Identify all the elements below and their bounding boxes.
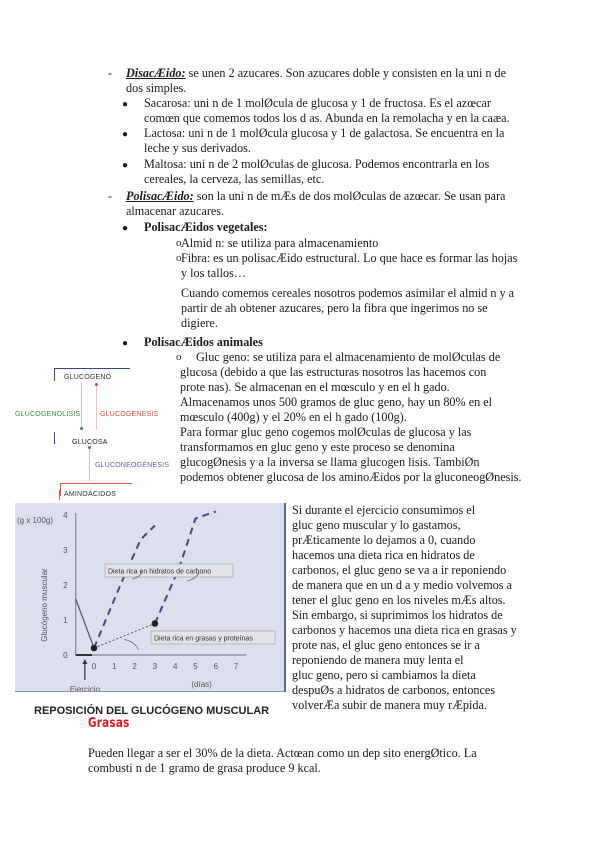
x-tick-label: 6 xyxy=(213,662,219,671)
fat-diet-annotation: Dieta rica en grasas y proteínas xyxy=(154,635,253,643)
x-tick-label: 1 xyxy=(112,662,117,671)
bullet-icon: ● xyxy=(122,338,129,349)
dash-marker: - xyxy=(108,66,113,80)
list-item-cont: leche y sus derivados. xyxy=(144,141,251,155)
y-tick-label: 2 xyxy=(63,581,68,590)
glucogenesis-arrow xyxy=(96,385,97,430)
data-point xyxy=(152,620,159,627)
data-point xyxy=(91,645,98,652)
side-text-line: carbonos, el gluc geno se va a ir reponiendo xyxy=(292,563,507,577)
note-line: Cuando comemos cereales nosotros podemos asimilar el almid n y a xyxy=(181,286,515,300)
animales-line: podemos obtener glucosa de los aminoÆidos por la gluconeogØnesis. xyxy=(180,470,522,484)
side-text-line: carbonos y hacemos una dieta rica en grasas y xyxy=(292,623,517,637)
gluconeogenesis-arrow xyxy=(89,447,90,481)
animales-line: prote nas). Se almacenan en el mœsculo y en el h gado. xyxy=(180,380,450,394)
animales-line: Almacenamos unos 500 gramos de gluc geno, hay un 80% en el xyxy=(180,395,493,409)
arrow-head-icon xyxy=(80,427,83,430)
side-text-line: gluc geno, pero si cambiamos la dieta xyxy=(292,668,476,682)
y-tick-label: 1 xyxy=(63,616,68,625)
glucogenolisis-arrow xyxy=(81,383,82,429)
animales-line: Para formar gluc geno cogemos molØculas de glucosa y las xyxy=(180,425,472,439)
y-axis-label: Glucógeno muscular xyxy=(40,568,49,642)
grasas-line: combusti n de 1 gramo de grasa produce 9 kcal. xyxy=(88,761,321,775)
list-item: Fibra: es un polisacÆido estructural. Lo que hace es formar las hojas xyxy=(181,251,518,265)
y-unit-label: (g x 100g) xyxy=(17,516,54,525)
gluconeogenesis-label: GLUCONEOGÉNESIS xyxy=(95,462,170,469)
side-text-line: Sin embargo, si suprimimos los hidratos de xyxy=(292,608,503,622)
x-tick-label: 7 xyxy=(233,662,239,671)
note-line: partir de ah obtener azucares, pero la fibra que ingerimos no se xyxy=(181,301,488,315)
y-tick-label: 4 xyxy=(63,511,68,520)
animales-line: Gluc geno: se utiliza para el almacenamiento de molØculas de xyxy=(196,350,501,364)
list-item: Lactosa: uni n de 1 molØcula glucosa y 1 de galactosa. Se encuentra en la xyxy=(144,126,505,140)
side-text-line: tener el gluc geno en los niveles mÆs altos. xyxy=(292,593,506,607)
separator-line xyxy=(59,490,60,500)
list-item: Almid n: se utiliza para almacenamiento xyxy=(181,236,379,250)
glycogen-diagram xyxy=(0,355,180,500)
side-text-line: Si durante el ejercicio consumimos el xyxy=(292,503,476,517)
animales-line: mœsculo (400g) y el 20% en el h gado (100g). xyxy=(180,410,407,424)
glycogen-chart-image xyxy=(15,503,286,692)
circle-bullet-icon: o xyxy=(176,252,182,264)
y-tick-label: 0 xyxy=(63,651,68,660)
arrow-head-icon xyxy=(88,446,91,449)
bullet-icon: ● xyxy=(122,99,129,110)
list-item: Maltosa: uni n de 2 molØculas de glucosa. Podemos encontrarla en los xyxy=(144,157,490,171)
side-text-line: volverÆa subir de manera muy rÆpida. xyxy=(292,698,487,712)
animales-line: glucogØnesis y a la inversa se llama glucogen lisis. TambiØn xyxy=(180,455,480,469)
bullet-icon: ● xyxy=(122,160,129,171)
arrow-head-icon xyxy=(82,659,87,664)
leader-line xyxy=(124,640,138,650)
animales-title: PolisacÆidos animales xyxy=(144,335,263,349)
bullet-icon: ● xyxy=(122,223,129,234)
disacaridos-heading: DisacÆido: xyxy=(126,66,186,80)
series-line xyxy=(94,526,155,649)
glucogenesis-label: GLUCOGENESIS xyxy=(100,411,159,418)
grasas-heading: Grasas xyxy=(88,716,130,731)
bullet-icon: ● xyxy=(122,129,129,140)
glucosa-bracket xyxy=(54,432,55,444)
list-item-cont: cereales, la cerveza, las semillas, etc. xyxy=(144,172,325,186)
circle-bullet-icon: o xyxy=(176,237,182,249)
side-text-line: despuØs a hidratos de carbonos, entonces xyxy=(292,683,496,697)
animales-line: glucosa (debido a que las estructuras nosotros las hacemos con xyxy=(180,365,487,379)
polisacaridos-line2: almacenar azucares. xyxy=(126,204,225,218)
circle-bullet-icon: o xyxy=(176,351,182,363)
x-tick-label: 0 xyxy=(91,662,97,671)
glycogen-chart xyxy=(15,503,284,691)
glucogeno-bracket-top xyxy=(54,368,130,369)
y-tick-label: 3 xyxy=(63,546,68,555)
chart-title: REPOSICIÓN DEL GLUCÓGENO MUSCULAR xyxy=(34,705,270,717)
series-line xyxy=(94,624,155,649)
list-item-cont: y los tallos… xyxy=(181,266,247,280)
glucogenolisis-label: GLUCOGENOLISIS xyxy=(15,411,81,418)
disacaridos-line2: dos simples. xyxy=(126,81,187,95)
side-text-line: hacemos una dieta rica en hidratos de xyxy=(292,548,475,562)
dash-marker: - xyxy=(108,189,113,203)
carb-diet-annotation: Dieta rica en hidratos de carbono xyxy=(108,568,212,576)
side-text-line: gluc geno muscular y lo gastamos, xyxy=(292,518,461,532)
grasas-line: Pueden llegar a ser el 30% de la dieta. Actœan como un dep sito energØtico. La xyxy=(88,746,477,760)
x-tick-label: 3 xyxy=(152,662,158,671)
side-text-line: de manera que en un d a y medio volvemos a xyxy=(292,578,512,592)
aminoacidos-label: AMINOÁCIDOS xyxy=(64,491,116,498)
side-text-line: prote nas, el gluc geno entonces se ir a xyxy=(292,638,480,652)
x-axis-label: (días) xyxy=(191,680,212,689)
x-tick-label: 5 xyxy=(193,662,198,671)
animales-line: transformamos en gluc geno y este proceso se denomina xyxy=(180,440,455,454)
aminoacidos-bracket xyxy=(60,484,61,496)
x-tick-label: 4 xyxy=(172,662,178,671)
list-item: Sacarosa: uni n de 1 molØcula de glucosa y 1 de fructosa. Es el azœcar xyxy=(144,96,491,110)
note-line: digiere. xyxy=(181,316,218,330)
side-text-line: reponiendo de manera muy lenta el xyxy=(292,653,464,667)
x-tick-label: 2 xyxy=(132,662,137,671)
disacaridos-line: DisacÆido: se unen 2 azucares. Son azucares doble y consisten en la uni n de xyxy=(126,66,507,80)
exercise-label: Ejercicio xyxy=(69,685,100,691)
side-text-line: prÆticamente lo dejamos a 0, cuando xyxy=(292,533,476,547)
list-item-cont: comœn que comemos todos los d as. Abunda en la remolacha y en la caæa. xyxy=(144,111,510,125)
glucosa-label: GLUCOSA xyxy=(72,439,108,446)
glucogeno-bracket xyxy=(54,369,55,381)
series-line xyxy=(76,599,94,648)
polisacaridos-heading: PolisacÆido: xyxy=(126,189,194,203)
glucogeno-label: GLUCÓGENO xyxy=(64,374,112,381)
vegetales-title: PolisacÆidos vegetales: xyxy=(144,220,268,234)
aminoacidos-bracket-top xyxy=(60,483,132,484)
arrow-head-icon xyxy=(95,383,98,386)
polisacaridos-line: PolisacÆido: son la uni n de mÆs de dos molØculas de azœcar. Se usan para xyxy=(126,189,506,203)
